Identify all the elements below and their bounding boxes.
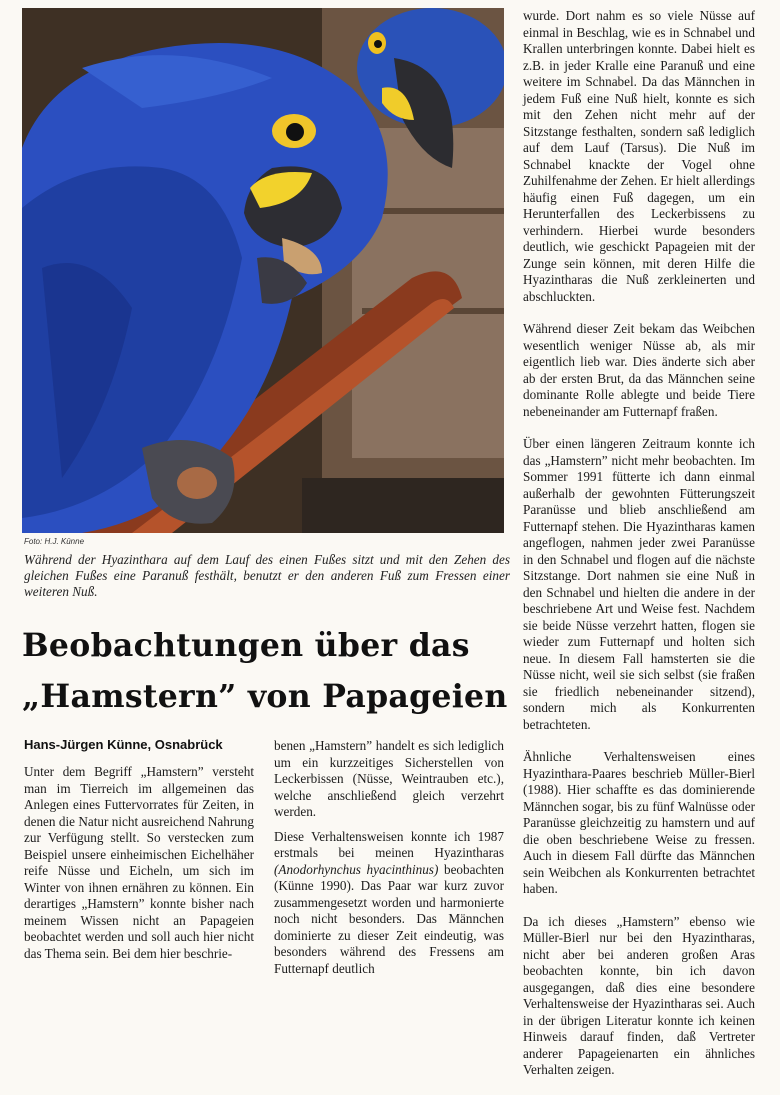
author-line: Hans-Jürgen Künne, Osnabrück [24, 737, 223, 752]
photo-credit: Foto: H.J. Künne [24, 537, 85, 546]
text-column-3 [523, 8, 755, 1095]
paragraph [274, 829, 504, 978]
paragraph: Unter dem Begriff „Hamstern” versteht man im Tierreich im allgemeinen das Anlegen eines Futtervorrates für Zeiten, in denen die Natur nicht ausreichend Nahrung zur Verfügung stellt. So verstecken zum Beispiel unsere einheimischen Eichelhäher reife Nüsse und Eicheln, um sich im Winter von ihnen ernähren zu können. Ein derartiges „Hamstern” konnte bisher nach meinem Wissen nicht an Papageien beobachtet werden und soll auch hier nicht das Thema sein. Bei dem hier beschrie- [24, 764, 254, 961]
species-name: (Anodorhynchus hyacinthinus) [274, 861, 439, 877]
parrot-photo [22, 8, 504, 533]
photo-caption: Während der Hyazinthara auf dem Lauf des einen Fußes sitzt und mit den Zehen des gleichen Fußes eine Paranuß festhält, benutzt er den anderen Fuß zum Fressen einer weiteren Nuß. [24, 552, 510, 599]
paragraph: wurde. Dort nahm es so viele Nüsse auf einmal in Beschlag, wie es in Schnabel und Krallen unterbringen konnte. Dabei hielt es z.B. in jeder Kralle eine Paranuß und eine weitere im Schnabel. Da das Männchen in jedem Fuß eine Nuß hielt, konnte es sich mit den Zehen nicht mehr auf der Sitzstange festhalten, sondern saß lediglich auf dem Lauf (Tarsus). Die Nuß im Schnabel knackte der Vogel ohne Zuhilfenahme der Zehen. Er hielt allerdings häufig einen Fuß dagegen, um ein Herunterfallen des Leckerbissens zu verhindern. Hierbei wurde besonders deutlich, wie geschickt Papageien mit der Zunge sein können, mit deren Hilfe die Hyazintharas die Nuß zerkleinerten und abschluckten. [523, 8, 755, 304]
paragraph-text: Diese Verhaltensweisen konnte ich 1987 erstmals bei meinen Hyazintharas [274, 828, 504, 860]
paragraph-text: beobachten (Künne 1990). Das Paar war kurz zuvor zusammengesetzt worden und harmonierte noch nicht besonders. Das Männchen dominierte zu dieser Zeit eindeutig, was besonders während des Fressens am Futternapf deutlich [274, 861, 505, 976]
title-line-2: „Hamstern” von Papageien [22, 678, 508, 715]
text-column-2 [274, 738, 504, 985]
paragraph: Da ich dieses „Hamstern” ebenso wie Müller-Bierl nur bei den Hyazintharas, nicht aber bei anderen großen Aras beobachten konnte, bin ich davon ausgegangen, daß dies eine besondere Verhaltensweise der Hyazintharas sei. Auch in der übrigen Literatur konnte ich keinen Hinweis darauf finden, daß Vertreter anderer Papageienarten ein ähnliches Verhalten zeigen. [523, 913, 755, 1077]
hyacinth-macaw-illustration [22, 8, 504, 533]
title-line-1: Beobachtungen über das [22, 627, 470, 664]
paragraph: Über einen längeren Zeitraum konnte ich das „Hamstern” nicht mehr beobachten. Im Sommer 1991 fütterte ich dann einmal außerhalb der gewohnten Fütterungszeit Paranüsse und blieb anschließend am Futternapf stehen. Die Hyazintharas kamen angeflogen, nahmen jeder zwei Paranüsse in den Schnabel und flogen auf die nächste Sitzstange. Dort nahmen sie eine Nuß in den Schnabel und hielten die andere in der beschriebene Art und Weise fest. Nachdem sie beide Nüsse verzehrt hatten, flogen sie wieder zum Futternapf und holten sich neue. In diesem Fall hamsterten sie die Nüsse nicht, weil sie sich selbst (sie fraßen sie friedlich nebeneinander sitzend), sondern mich als Konkurrenten betrachteten. [523, 436, 755, 732]
paragraph: benen „Hamstern” handelt es sich lediglich um ein kurzzeitiges Sicherstellen von Leckerbissen (Nüsse, Weintrauben etc.), welche anschließend gleich verzehrt werden. [274, 738, 504, 819]
article-title [22, 620, 512, 722]
text-column-1 [24, 764, 254, 970]
paragraph: Während dieser Zeit bekam das Weibchen wesentlich weniger Nüsse ab, als mir eigentlich lieb war. Dies änderte sich aber ab der ersten Brut, da das Männchen seine dominante Rolle ablegte und beide Tiere nebeneinander am Futternapf fraßen. [523, 321, 755, 419]
paragraph: Ähnliche Verhaltensweisen eines Hyazinthara-Paares beschrieb Müller-Bierl (1988). Hier schaffte es das dominierende Männchen sogar, bis zu fünf Walnüsse oder Paranüsse gleichzeitig zu hamstern und auf die oben beschriebene Weise zu fressen. Auch in diesem Fall dürfte das Männchen sein Weibchen als Konkurrenten betrachtet haben. [523, 749, 755, 896]
